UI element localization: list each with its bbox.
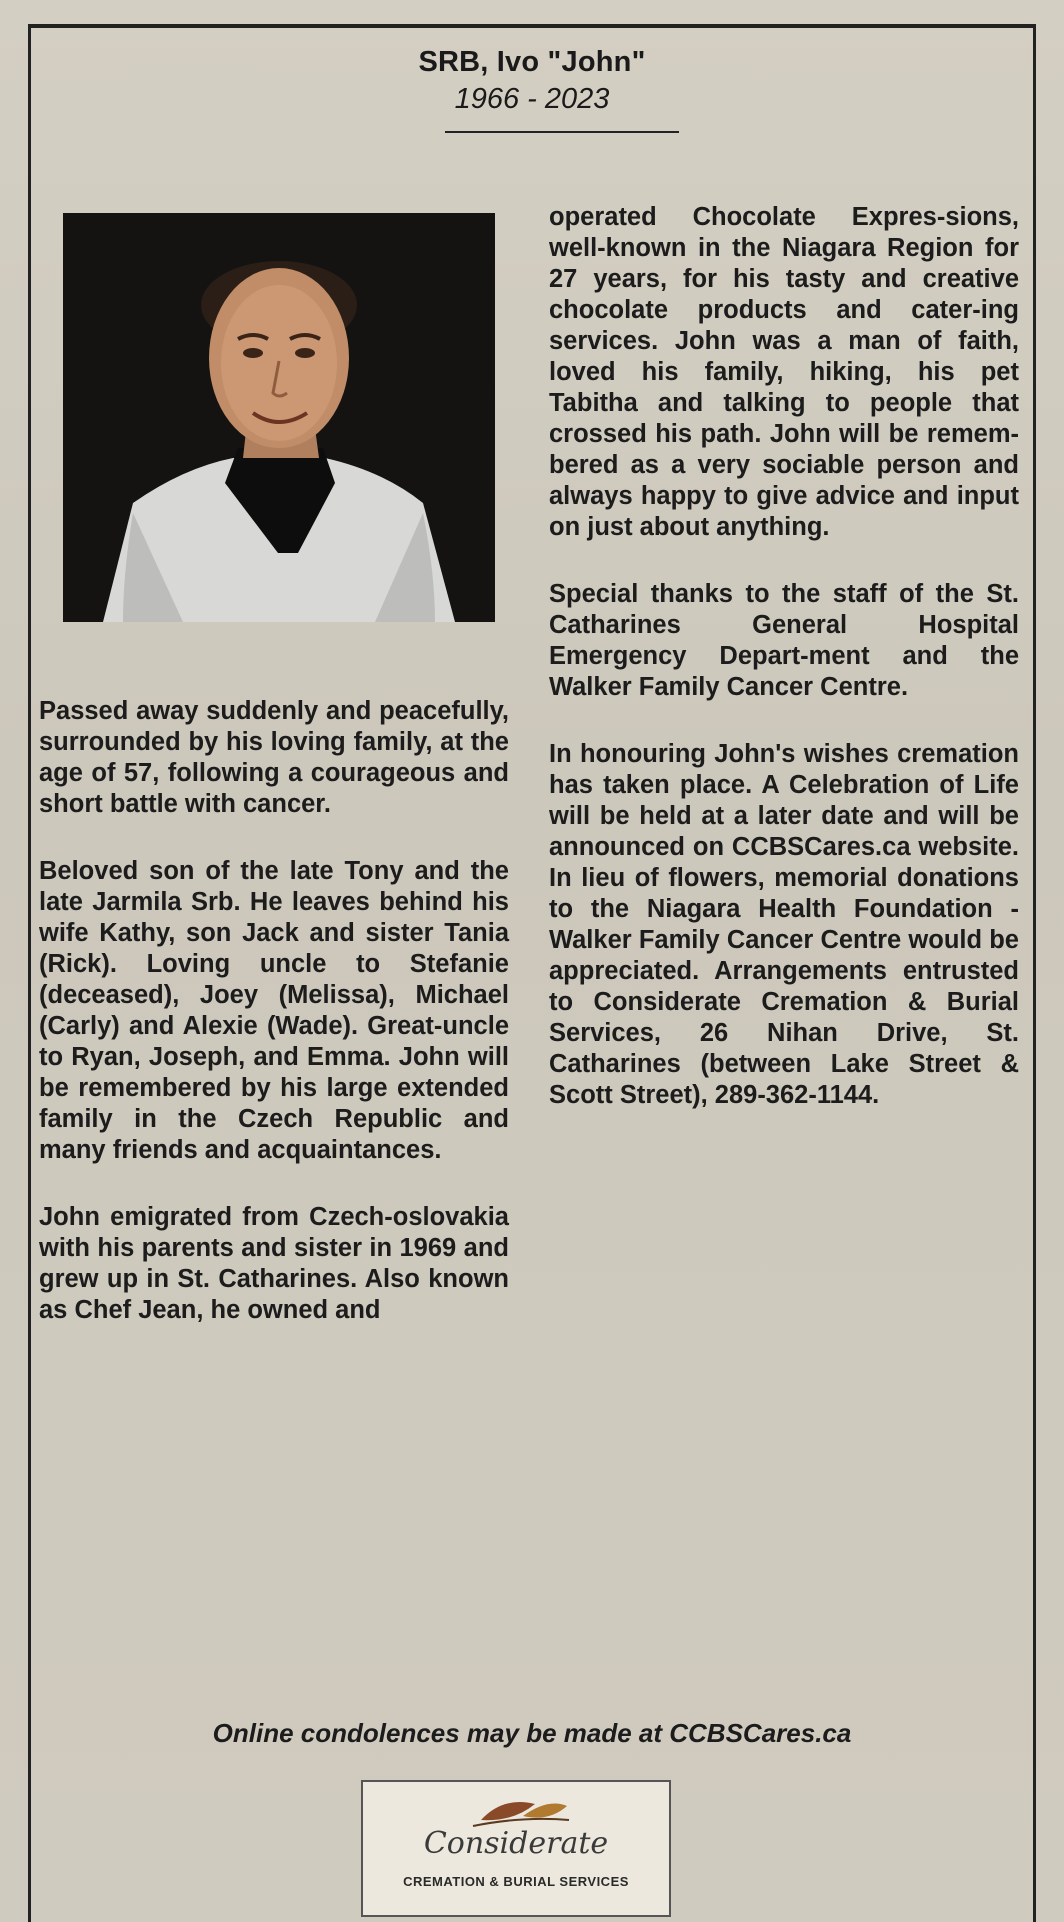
obituary-header [31,46,1033,116]
paragraph-thanks: Special thanks to the staff of the St. Catharines General Hospital Emergency Depart-ment and the Walker Family Cancer Centre. [549,580,1019,701]
right-column [549,202,1019,1147]
paragraph-biography: John emigrated from Czech-oslovakia with his parents and sister in 1969 and grew up in St. Catharines. Also known as Chef Jean, he owned and [39,1203,509,1324]
portrait-icon [63,213,495,622]
paragraph-career: operated Chocolate Expres-sions, well-known in the Niagara Region for 27 years, for his tasty and creative chocolate products and cater-ing services. John was a man of faith, loved his family, hiking, his pet Tabitha and talking to people that crossed his path. John will be remem-bered as a very sociable person and always happy to give advice and input on just about anything. [549,203,1019,541]
logo-wordmark: Considerate [423,1826,609,1861]
paragraph-passing: Passed away suddenly and peacefully, surrounded by his loving family, at the age of 57, following a courageous and short battle with cancer. [39,697,509,818]
left-column [39,696,509,1362]
obituary-notice [28,24,1036,1922]
life-years: 1966 - 2023 [454,83,610,115]
portrait-photo [63,213,495,622]
paragraph-arrangements: In honouring John's wishes cremation has taken place. A Celebration of Life will be held at a later date and will be announced on CCBSCares.ca website. In lieu of flowers, memorial donations to the Niagara Health Foundation - Walker Family Cancer Centre would be appreciated. Arrangements entrusted to Considerate Cremation & Burial Services, 26 Nihan Drive, St. Catharines (between Lake Street & Scott Street), 289-362-1144. [549,740,1019,1109]
logo-tagline: CREMATION & BURIAL SERVICES [403,1874,629,1889]
paragraph-family: Beloved son of the late Tony and the late Jarmila Srb. He leaves behind his wife Kathy, son Jack and sister Tania (Rick). Loving uncle to Stefanie (deceased), Joey (Melissa), Michael (Carly) and Alexie (Wade). Great-uncle to Ryan, Joseph, and Emma. John will be remembered by his large extended family in the Czech Republic and many friends and acquaintances. [39,857,509,1164]
online-condolences: Online condolences may be made at CCBSCares.ca [212,1718,852,1748]
header-divider [445,131,679,133]
deceased-name: SRB, Ivo "John" [418,46,646,78]
funeral-home-logo [361,1780,671,1917]
